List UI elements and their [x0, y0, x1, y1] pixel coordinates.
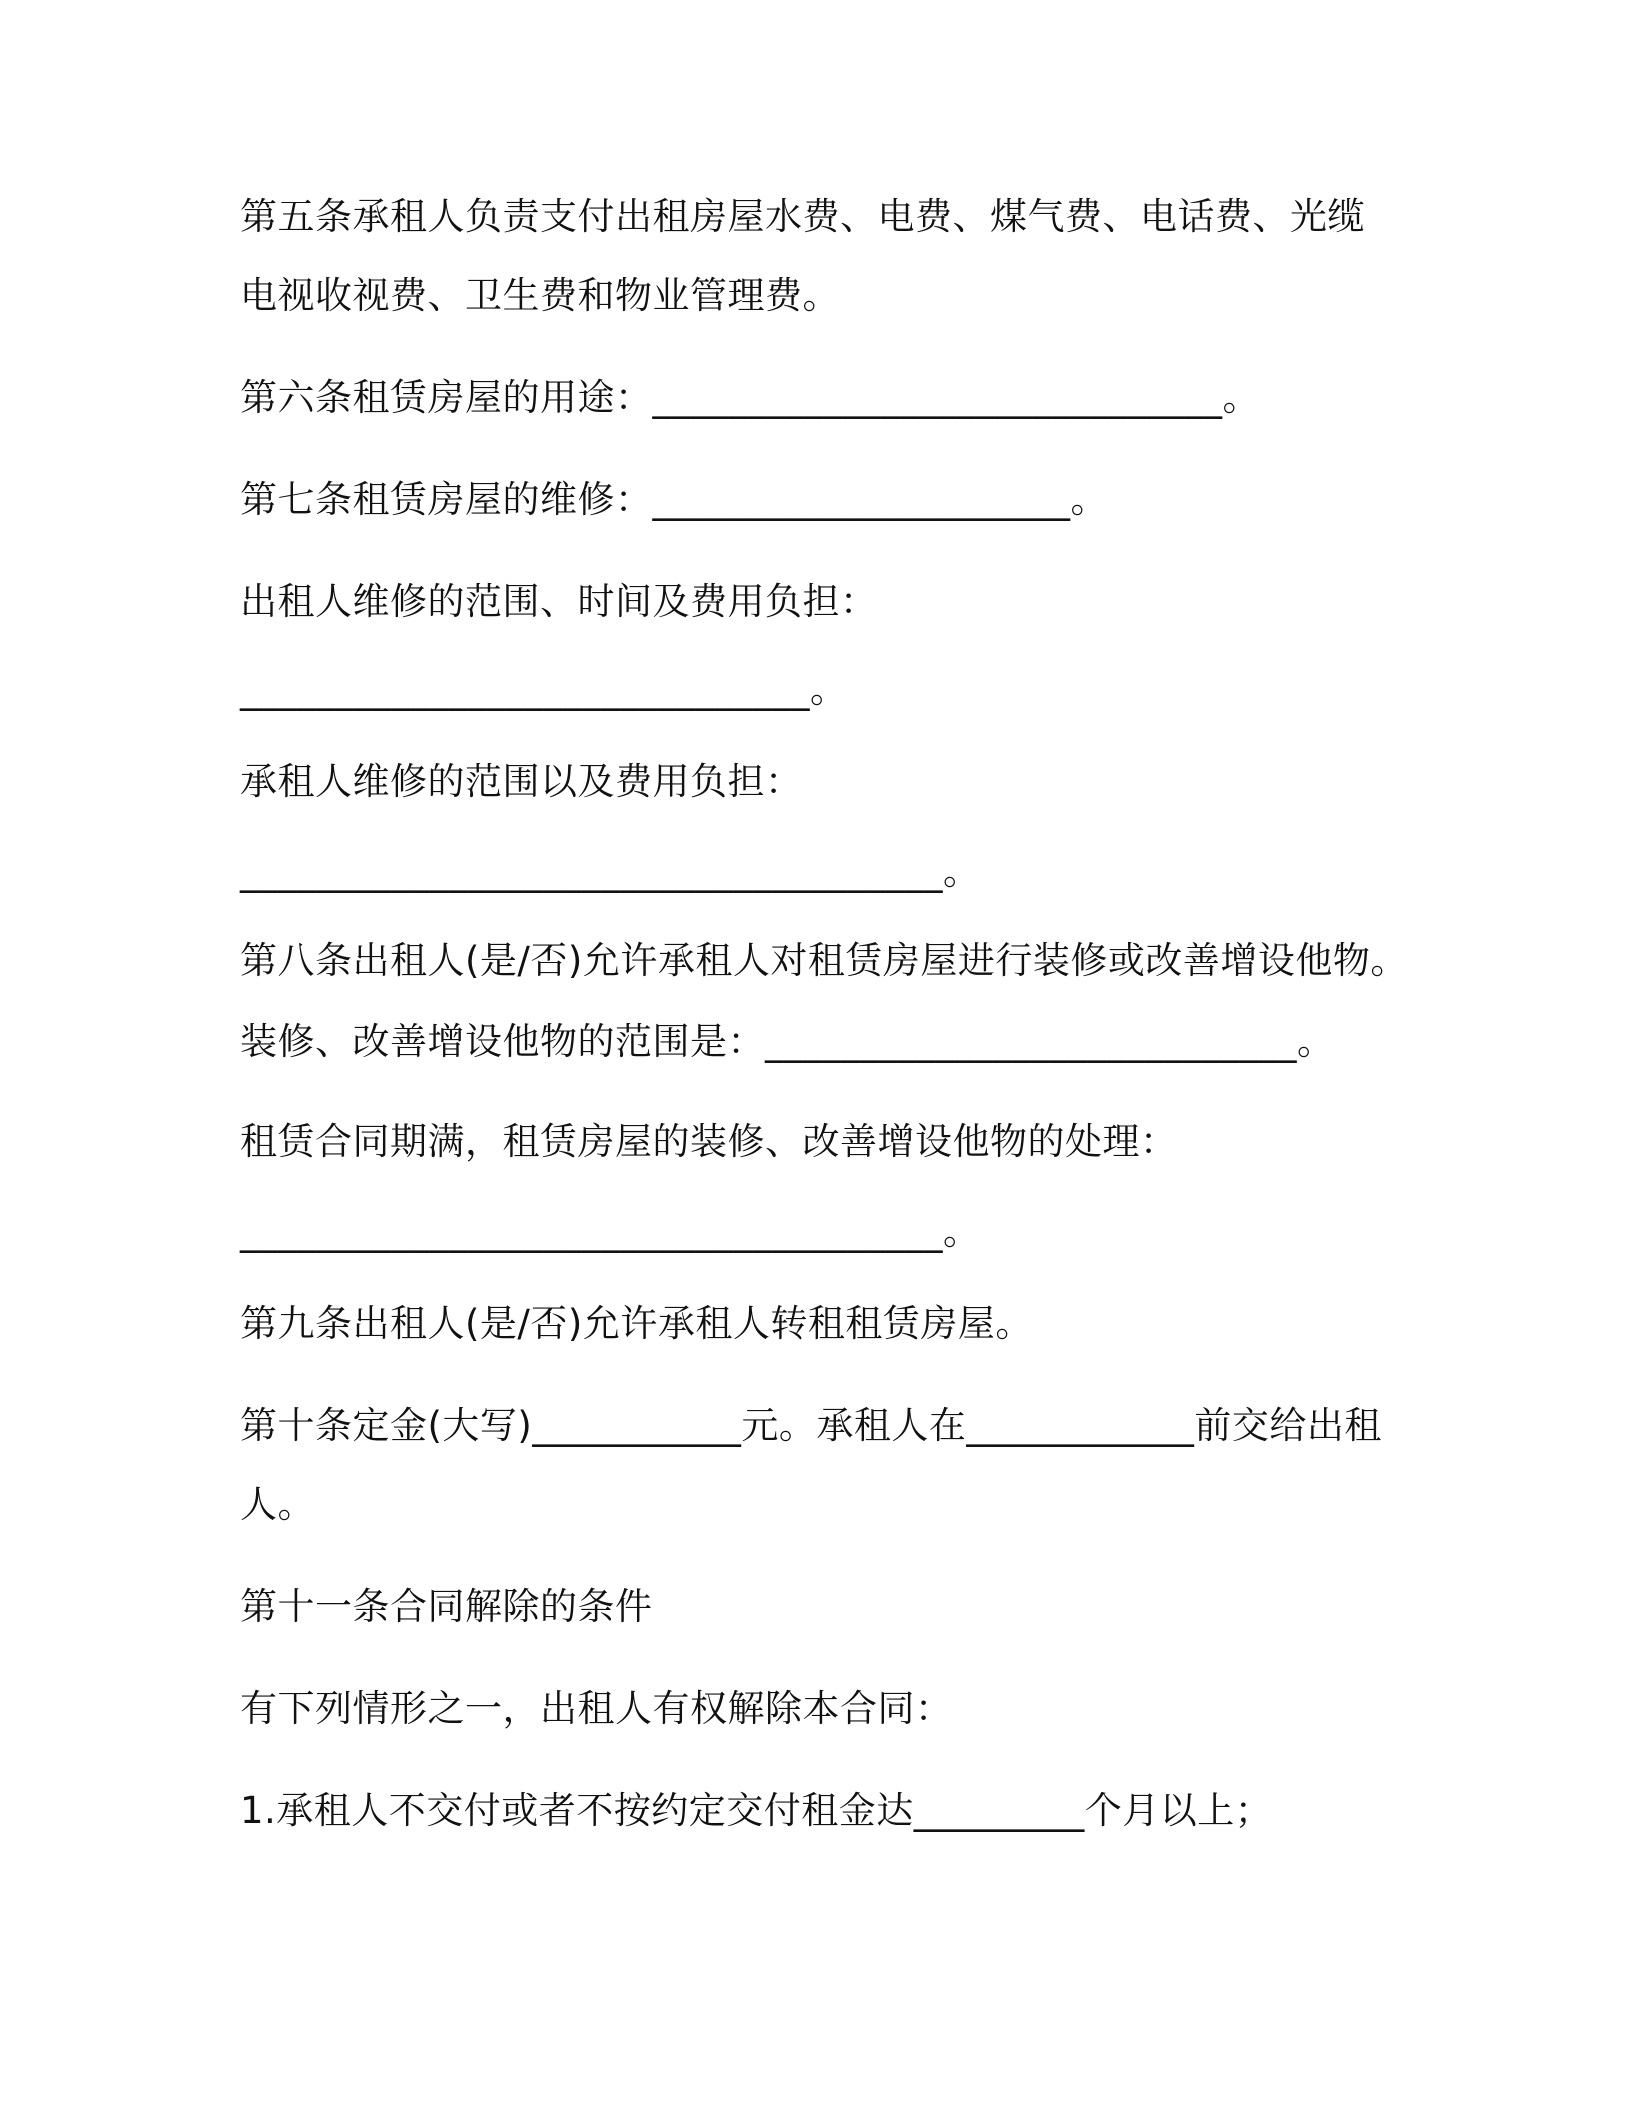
clause-8: 第八条出租人(是/否)允许承租人对租赁房屋进行装修或改善增设他物。	[240, 939, 1408, 982]
landlord-repair-heading: 出租人维修的范围、时间及费用负担：	[240, 580, 878, 623]
tenant-repair-blank: _____________________________________。	[240, 850, 981, 893]
clause-6: 第六条租赁房屋的用途：______________________________。	[240, 376, 1260, 419]
clause-9: 第九条出租人(是/否)允许承租人转租租赁房屋。	[240, 1302, 1033, 1345]
renovation-handling-blank: _____________________________________。	[240, 1210, 981, 1253]
renovation-handling-heading: 租赁合同期满，租赁房屋的装修、改善增设他物的处理：	[240, 1120, 1178, 1163]
landlord-repair-blank: ______________________________。	[240, 668, 848, 711]
clause-5-line-1: 第五条承租人负责支付出租房屋水费、电费、煤气费、电话费、光缆	[240, 195, 1365, 238]
renovation-scope: 装修、改善增设他物的范围是：____________________________。	[240, 1020, 1335, 1063]
tenant-repair-heading: 承租人维修的范围以及费用负担：	[240, 760, 803, 803]
clause-5-line-2: 电视收视费、卫生费和物业管理费。	[240, 274, 840, 317]
clause-7: 第七条租赁房屋的维修：______________________。	[240, 478, 1108, 521]
clause-10-line-1: 第十条定金(大写)___________元。承租人在____________前交给出租	[240, 1404, 1382, 1447]
clause-11-heading: 第十一条合同解除的条件	[240, 1585, 653, 1628]
clause-10-line-2: 人。	[240, 1483, 315, 1526]
landlord-termination-intro: 有下列情形之一，出租人有权解除本合同：	[240, 1687, 953, 1730]
termination-condition-1: 1.承租人不交付或者不按约定交付租金达_________个月以上；	[240, 1789, 1273, 1832]
